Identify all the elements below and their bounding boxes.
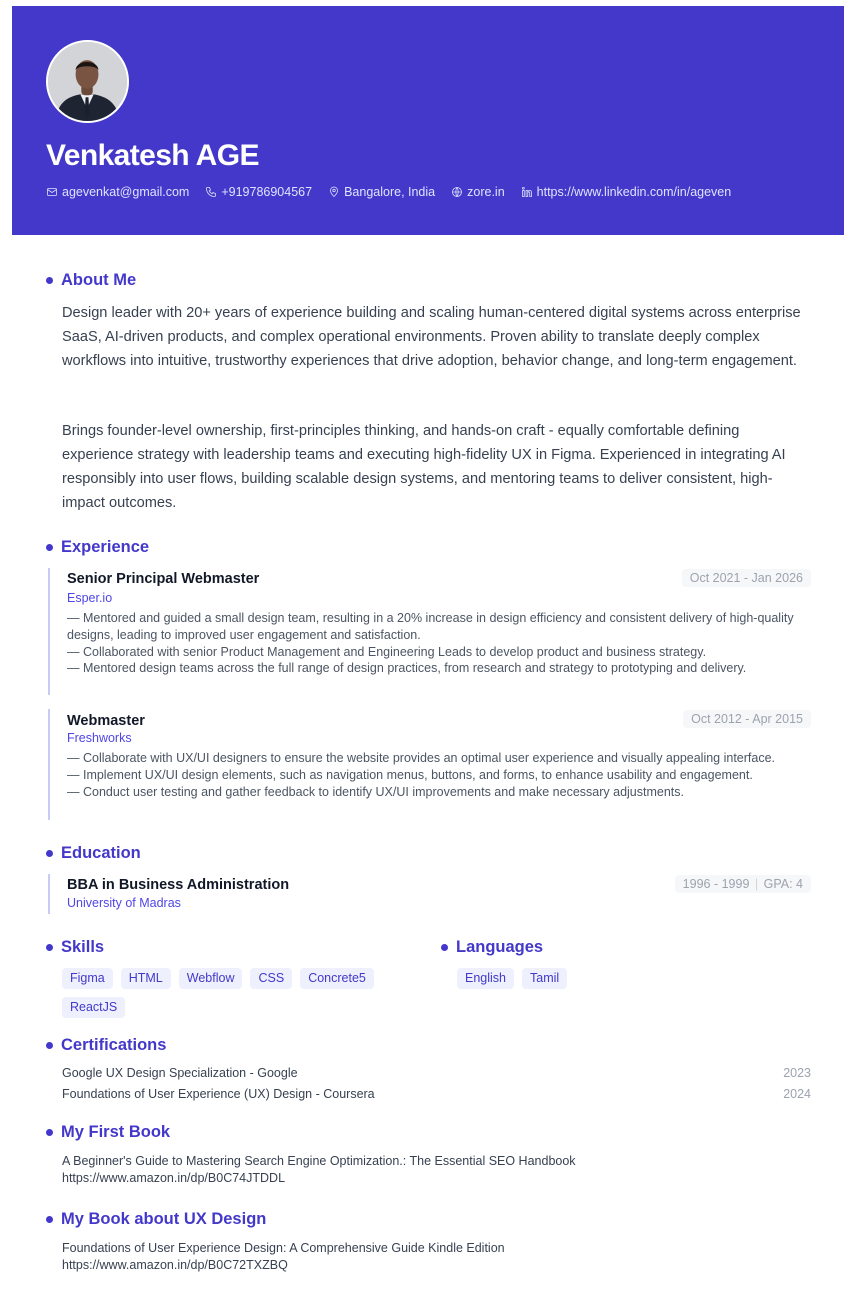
- date-badge: Oct 2012 - Apr 2015: [683, 710, 811, 728]
- avatar: [46, 40, 129, 123]
- phone-icon: [205, 186, 217, 198]
- degree-name: BBA in Business Administration: [67, 877, 290, 893]
- date-badge: Oct 2021 - Jan 2026: [682, 569, 811, 587]
- job-bullets: [67, 750, 811, 800]
- language-tag: English: [457, 968, 514, 989]
- contact-location: [328, 185, 435, 199]
- job-bullet: — Collaborated with senior Product Management and Engineering Leads to develop product and business strategy.: [67, 644, 707, 659]
- section-experience: [46, 538, 149, 557]
- badge-separator: |: [754, 877, 759, 891]
- certification-year: 2024: [783, 1087, 811, 1101]
- language-tag: Tamil: [522, 968, 567, 989]
- company-name: Freshworks: [67, 731, 132, 745]
- contact-linkedin-text: https://www.linkedin.com/in/ageven: [536, 185, 732, 199]
- certification-item: [62, 1087, 811, 1101]
- linkedin-icon: [521, 186, 533, 198]
- contact-email[interactable]: [46, 185, 189, 199]
- map-pin-icon: [328, 186, 340, 198]
- contact-website[interactable]: [451, 185, 505, 199]
- job-bullet: — Mentored design teams across the full range of design practices, from research and strategy to prototyping and delivery.: [67, 661, 747, 676]
- section-skills: [46, 938, 104, 957]
- bullet-dot-icon: [46, 944, 53, 951]
- job-bullet: — Mentored and guided a small design team, resulting in a 20% increase in design efficiency and consistent delivery of high-quality designs, leading to improved user engagement and satisfaction.: [67, 611, 794, 642]
- job-bullet: — Implement UX/UI design elements, such as navigation menus, buttons, and forms, to enhance usability and engagement.: [67, 767, 753, 782]
- job-bullet: — Conduct user testing and gather feedback to identify UX/UI improvements and make necessary adjustments.: [67, 784, 684, 799]
- certification-name: Google UX Design Specialization - Google: [62, 1066, 298, 1080]
- mail-icon: [46, 186, 58, 198]
- profile-photo-icon: [48, 42, 127, 121]
- skill-tag: CSS: [250, 968, 292, 989]
- contact-email-text: agevenkat@gmail.com: [62, 185, 190, 199]
- experience-item: [48, 568, 811, 695]
- skills-tags: [62, 968, 392, 1018]
- section-title: My Book about UX Design: [61, 1210, 267, 1228]
- book-link[interactable]: https://www.amazon.in/dp/B0C72TXZBQ: [62, 1257, 288, 1272]
- job-title: Webmaster: [67, 713, 145, 729]
- certification-year: 2023: [783, 1066, 811, 1080]
- education-date-badge: [675, 875, 811, 893]
- skill-tag: ReactJS: [62, 997, 125, 1018]
- section-title: Experience: [61, 538, 150, 556]
- language-tags: [457, 968, 567, 989]
- school-name: University of Madras: [67, 896, 181, 910]
- contact-linkedin[interactable]: [521, 185, 732, 199]
- section-first-book: [46, 1123, 170, 1142]
- section-title: About Me: [61, 271, 137, 289]
- contact-phone[interactable]: [205, 185, 312, 199]
- contact-phone-text: +919786904567: [221, 185, 313, 199]
- section-languages: [441, 938, 543, 957]
- section-title: Education: [61, 844, 141, 862]
- job-bullet: — Collaborate with UX/UI designers to ensure the website provides an optimal user experience and visually appealing interface.: [67, 751, 776, 765]
- section-title: My First Book: [61, 1123, 171, 1141]
- contact-list: [46, 185, 731, 199]
- skill-tag: Webflow: [179, 968, 243, 989]
- globe-icon: [451, 186, 463, 198]
- resume-header: [12, 6, 844, 235]
- bullet-dot-icon: [46, 850, 53, 857]
- bullet-dot-icon: [46, 1042, 53, 1049]
- bullet-dot-icon: [46, 544, 53, 551]
- bullet-dot-icon: [441, 944, 448, 951]
- book-title: Foundations of User Experience Design: A Comprehensive Guide Kindle Edition: [62, 1241, 505, 1255]
- bullet-dot-icon: [46, 277, 53, 284]
- certification-name: Foundations of User Experience (UX) Design - Coursera: [62, 1087, 375, 1101]
- education-years: 1996 - 1999: [682, 877, 750, 891]
- about-paragraph-2: Brings founder-level ownership, first-principles thinking, and hands-on craft - equally comfortable defining experience strategy with leadership teams and executing high-fidelity UX in Figma. Experienced in integrating AI responsibly into user flows, building scalable design systems, and mentoring teams to deliver consistent, high-impact outcomes.: [62, 423, 786, 511]
- section-title: Certifications: [61, 1036, 167, 1054]
- book-title: A Beginner's Guide to Mastering Search Engine Optimization.: The Essential SEO Handbook: [62, 1154, 576, 1168]
- skill-tag: Figma: [62, 968, 113, 989]
- ux-book-details: [62, 1240, 505, 1273]
- section-certifications: [46, 1036, 166, 1055]
- experience-item: [48, 709, 811, 820]
- skill-tag: Concrete5: [300, 968, 374, 989]
- bullet-dot-icon: [46, 1129, 53, 1136]
- bullet-dot-icon: [46, 1216, 53, 1223]
- first-book-details: [62, 1153, 576, 1186]
- book-link[interactable]: https://www.amazon.in/dp/B0C74JTDDL: [62, 1170, 286, 1185]
- full-name: Venkatesh AGE: [46, 139, 259, 172]
- certification-item: [62, 1066, 811, 1080]
- job-title: Senior Principal Webmaster: [67, 571, 260, 587]
- section-about: [46, 271, 136, 290]
- section-ux-book: [46, 1210, 266, 1229]
- section-title: Languages: [456, 938, 544, 956]
- about-paragraph-1: Design leader with 20+ years of experience building and scaling human-centered digital systems across enterprise SaaS, AI-driven products, and complex operational environments. Proven ability to translate deeply complex workflows into intuitive, trustworthy experiences that drive adoption, behavior change, and long-term engagement.: [62, 305, 801, 369]
- contact-website-text: zore.in: [467, 185, 505, 199]
- education-gpa: GPA: 4: [763, 877, 803, 891]
- skill-tag: HTML: [121, 968, 171, 989]
- company-name: Esper.io: [67, 591, 113, 605]
- section-education: [46, 844, 141, 863]
- job-bullets: [67, 610, 811, 677]
- education-item: [48, 874, 811, 914]
- contact-location-text: Bangalore, India: [344, 185, 436, 199]
- section-title: Skills: [61, 938, 105, 956]
